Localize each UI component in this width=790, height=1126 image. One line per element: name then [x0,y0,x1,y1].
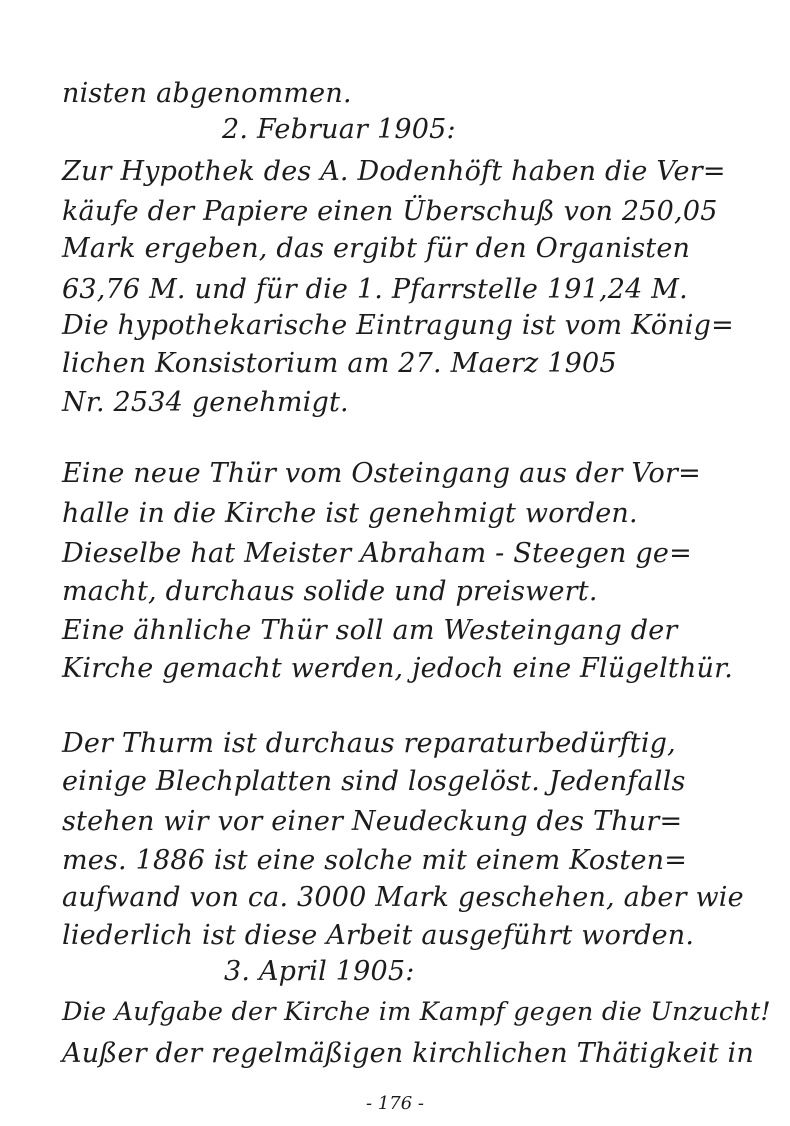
text-line: käufe der Papiere einen Überschuß von 250,05 [62,196,718,227]
text-line: stehen wir vor einer Neudeckung des Thur= [62,806,683,837]
text-line: aufwand von ca. 3000 Mark geschehen, aber wie [62,882,744,913]
text-line: Nr. 2534 genehmigt. [62,387,349,418]
text-line: Mark ergeben, das ergibt für den Organisten [62,233,691,264]
date-heading: 3. April 1905: [224,956,415,987]
text-line: Der Thurm ist durchaus reparaturbedürftig, [62,728,676,759]
text-line: macht, durchaus solide und preiswert. [62,576,598,607]
text-line: Eine ähnliche Thür soll am Westeingang der [62,615,678,646]
text-line: Zur Hypothek des A. Dodenhöft haben die Ver= [62,156,726,187]
text-line: einige Blechplatten sind losgelöst. Jedenfalls [62,766,686,797]
text-line: Dieselbe hat Meister Abraham - Steegen ge= [62,538,692,569]
text-line: Die hypothekarische Eintragung ist vom König= [62,310,734,341]
text-line: lichen Konsistorium am 27. Maerz 1905 [62,348,617,379]
page-number: - 176 - [366,1093,424,1114]
text-line: halle in die Kirche ist genehmigt worden. [62,498,638,529]
text-line: Eine neue Thür vom Osteingang aus der Vor= [62,458,701,489]
text-line: Kirche gemacht werden, jedoch eine Flügelthür. [62,653,734,684]
date-heading: 2. Februar 1905: [222,114,456,145]
text-line: liederlich ist diese Arbeit ausgeführt worden. [62,920,695,951]
text-line: nisten abgenommen. [62,78,352,109]
text-line: Außer der regelmäßigen kirchlichen Thätigkeit in [62,1038,754,1069]
text-line: 63,76 M. und für die 1. Pfarrstelle 191,24 M. [62,274,688,305]
text-line: mes. 1886 ist eine solche mit einem Kosten= [62,845,688,876]
text-line: Die Aufgabe der Kirche im Kampf gegen die Unzucht! [62,997,771,1027]
